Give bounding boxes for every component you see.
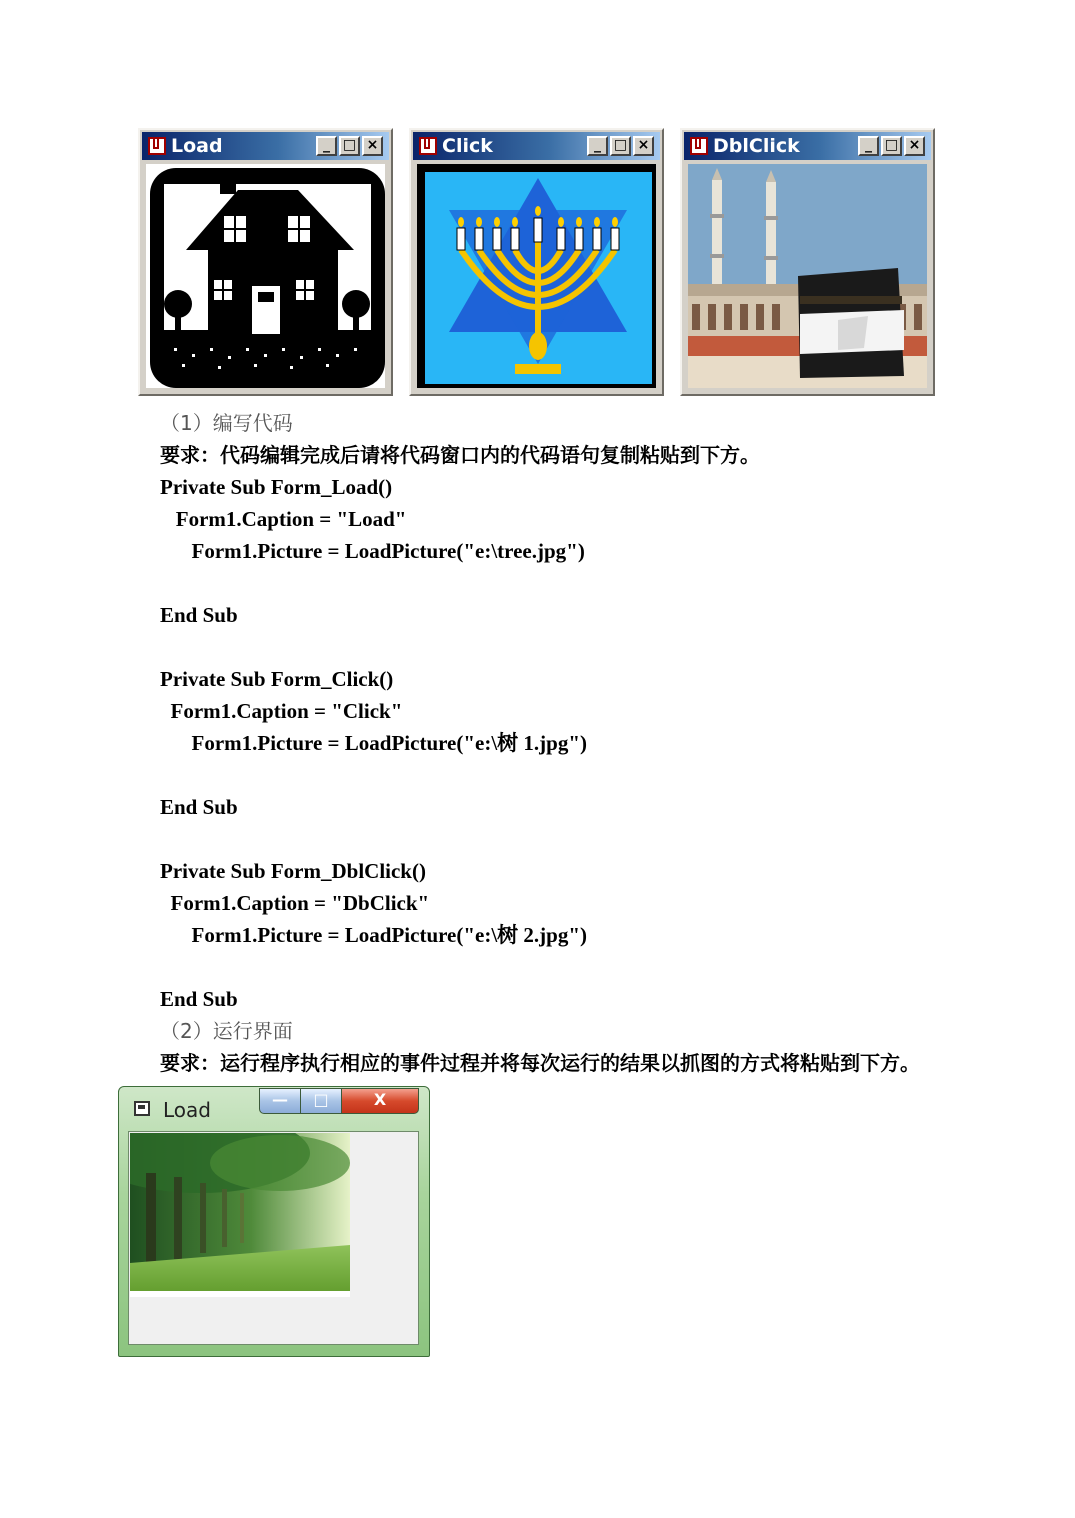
tree-picture xyxy=(130,1133,350,1297)
vb-form-icon xyxy=(148,137,166,155)
form-icon xyxy=(134,1101,150,1116)
maximize-button[interactable]: □ xyxy=(881,136,902,156)
section2-requirement: 要求：运行程序执行相应的事件过程并将每次运行的结果以抓图的方式将粘贴到下方。 xyxy=(160,1051,920,1075)
code-line: Private Sub Form_Click() xyxy=(160,667,394,691)
vb-form-icon xyxy=(419,137,437,155)
dblclick-demo-window xyxy=(680,128,935,396)
code-line: Private Sub Form_Load() xyxy=(160,475,393,499)
run-window-screenshot xyxy=(118,1086,430,1357)
window-caption: Load xyxy=(163,1098,211,1122)
code-line: End Sub xyxy=(160,987,238,1011)
code-line: Form1.Picture = LoadPicture("e:\树 1.jpg") xyxy=(160,731,588,755)
code-line: Form1.Picture = LoadPicture("e:\tree.jpg") xyxy=(160,539,585,563)
code-line: Form1.Picture = LoadPicture("e:\树 2.jpg") xyxy=(160,923,588,947)
form-client-area xyxy=(128,1131,419,1345)
vb-form-icon xyxy=(690,137,708,155)
close-button[interactable]: X xyxy=(341,1088,419,1114)
window-caption: DblClick xyxy=(713,135,800,157)
close-button[interactable]: × xyxy=(362,136,383,156)
code-line: Form1.Caption = "Click" xyxy=(160,699,403,723)
code-line: End Sub xyxy=(160,795,238,819)
window-caption: Load xyxy=(171,135,223,157)
code-line: Form1.Caption = "DbClick" xyxy=(160,891,430,915)
section2-heading: （2）运行界面 xyxy=(160,1019,293,1043)
title-bar xyxy=(684,132,931,160)
kaaba-picture xyxy=(688,164,927,388)
window-caption: Click xyxy=(442,135,493,157)
code-line: Private Sub Form_DblClick() xyxy=(160,859,426,883)
section1-requirement: 要求：代码编辑完成后请将代码窗口内的代码语句复制粘贴到下方。 xyxy=(160,443,760,467)
minimize-button[interactable]: _ xyxy=(316,136,337,156)
house-picture xyxy=(146,164,385,388)
maximize-button[interactable]: □ xyxy=(300,1088,342,1114)
title-bar xyxy=(413,132,660,160)
click-demo-window xyxy=(409,128,664,396)
maximize-button[interactable]: □ xyxy=(610,136,631,156)
close-button[interactable]: × xyxy=(904,136,925,156)
minimize-button[interactable]: — xyxy=(259,1088,301,1114)
load-demo-window xyxy=(138,128,393,396)
section1-heading: （1）编写代码 xyxy=(160,411,293,435)
minimize-button[interactable]: _ xyxy=(858,136,879,156)
close-button[interactable]: × xyxy=(633,136,654,156)
title-bar xyxy=(142,132,389,160)
code-line: Form1.Caption = "Load" xyxy=(160,507,407,531)
minimize-button[interactable]: _ xyxy=(587,136,608,156)
maximize-button[interactable]: □ xyxy=(339,136,360,156)
menorah-picture xyxy=(417,164,656,388)
code-line: End Sub xyxy=(160,603,238,627)
